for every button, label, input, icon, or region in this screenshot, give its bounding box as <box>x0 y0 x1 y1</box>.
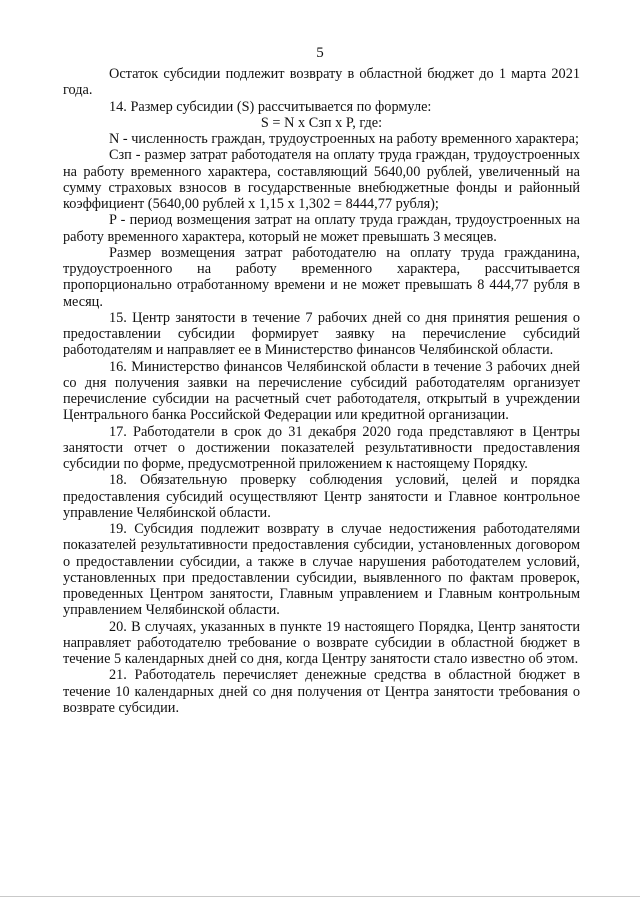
paragraph-15: 15. Центр занятости в течение 7 рабочих дней со дня принятия решения о предоставлении субсидии формирует заявку на перечисление субсидий работодателям и направляет ее в Министерство финансов Челябинской области. <box>63 309 580 359</box>
paragraph-compensation-size: Размер возмещения затрат работодателю на оплату труда гражданина, трудоустроенного на работу временного характера, рассчитывается пропорционально отработанному времени и не может превышать 8 444,77 рубля в месяц. <box>63 244 580 310</box>
paragraph-19: 19. Субсидия подлежит возврату в случае недостижения работодателями показателей результативности предоставления субсидии, установленных договором о предоставлении субсидии, а также в случае нарушения работодателем условий, установленных при предоставлении субсидии, выявленного по фактам проверок, проведенных Центром занятости, Главным управлением и Главным контрольным управлением Челябинской области. <box>63 521 580 619</box>
paragraph-20: 20. В случаях, указанных в пункте 19 настоящего Порядка, Центр занятости направляет работодателю требование о возврате субсидии в областной бюджет в течение 5 календарных дней со дня, когда Центру занятости стало известно об этом. <box>63 618 580 667</box>
definition-p: P - период возмещения затрат на оплату труда граждан, трудоустроенных на работу временного характера, который не может превышать 3 месяцев. <box>63 212 580 245</box>
page-number: 5 <box>316 45 324 61</box>
paragraph-16: 16. Министерство финансов Челябинской области в течение 3 рабочих дней со дня получения заявки на перечисление субсидий работодателям организует перечисление субсидии на расчетный счет работодателя, открытый в учреждении Центрального банка Российской Федерации или кредитной организации. <box>63 358 580 424</box>
document-body <box>63 66 580 716</box>
paragraph-14: 14. Размер субсидии (S) рассчитывается по формуле: <box>109 98 432 115</box>
paragraph-18: 18. Обязательную проверку соблюдения условий, целей и порядка предоставления субсидий осуществляют Центр занятости и Главное контрольное управление Челябинской области. <box>63 472 580 521</box>
paragraph-17: 17. Работодатели в срок до 31 декабря 2020 года представляют в Центры занятости отчет о достижении показателей результативности предоставления субсидии по форме, предусмотренной приложением к настоящему Порядку. <box>63 423 580 472</box>
definition-n: N - численность граждан, трудоустроенных на работу временного характера; <box>109 131 579 147</box>
scan-edge-line <box>0 896 640 897</box>
formula: S = N x Сзп x P, где: <box>260 114 383 131</box>
paragraph-21: 21. Работодатель перечисляет денежные средства в областной бюджет в течение 10 календарных дней со дня получения от Центра занятости требования о возврате субсидии. <box>63 667 580 716</box>
paragraph-subsidy-remainder: Остаток субсидии подлежит возврату в областной бюджет до 1 марта 2021 года. <box>63 66 580 99</box>
definition-szp: Сзп - размер затрат работодателя на оплату труда граждан, трудоустроенных на работу временного характера, составляющий 5640,00 рублей, увеличенный на сумму страховых взносов в государственные внебюджетные фонды и районный коэффициент (5640,00 рублей х 1,15 х 1,302 = 8444,77 рубля); <box>63 147 580 212</box>
